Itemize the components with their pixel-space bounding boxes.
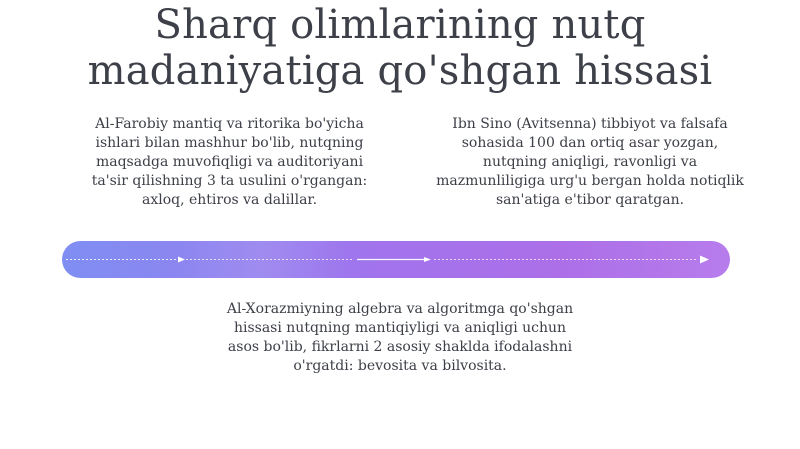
text-line: ta'sir qilishning 3 ta usulini o'rgangan:	[91, 173, 368, 189]
al-farobiy-text	[62, 115, 397, 210]
page-title-line-2: madaniyatiga qo'shgan hissasi	[87, 48, 713, 94]
arrow-right-icon	[178, 257, 185, 263]
text-line: ishlari bilan mashhur bo'lib, nutqning	[95, 135, 364, 151]
timeline-arrows	[62, 241, 730, 278]
text-line: asos bo'lib, fikrlarni 2 asosiy shaklda ifodalashni	[227, 339, 573, 355]
text-line: Al-Farobiy mantiq va ritorika bo'yicha	[95, 116, 364, 132]
text-line: san'atiga e'tibor qaratgan.	[495, 192, 685, 208]
text-line: mazmunliligiga urg'u bergan holda notiqlik	[436, 173, 744, 189]
arrow-right-icon	[424, 257, 431, 262]
page-title-line-1: Sharq olimlarining nutq	[154, 2, 646, 48]
text-line: axloq, ehtiros va dalillar.	[141, 192, 318, 208]
al-xorazmiy-text	[225, 300, 575, 376]
page-title	[0, 2, 800, 94]
text-line: sohasida 100 dan ortiq asar yozgan,	[461, 135, 719, 151]
text-line: Al-Xorazmiyning algebra va algoritmga qo'shgan	[226, 301, 574, 317]
text-line: hissasi nutqning mantiqiyligi va aniqligi uchun	[233, 320, 567, 336]
timeline-bar	[62, 241, 730, 278]
text-line: Ibn Sino (Avitsenna) tibbiyot va falsafa	[452, 116, 728, 132]
text-line: maqsadga muvofiqligi va auditoriyani	[95, 154, 364, 170]
arrow-right-icon	[700, 256, 709, 264]
text-line: o'rgatdi: bevosita va bilvosita.	[293, 358, 507, 374]
text-line: nutqning aniqligi, ravonligi va	[482, 154, 698, 170]
ibn-sino-text	[410, 115, 770, 210]
